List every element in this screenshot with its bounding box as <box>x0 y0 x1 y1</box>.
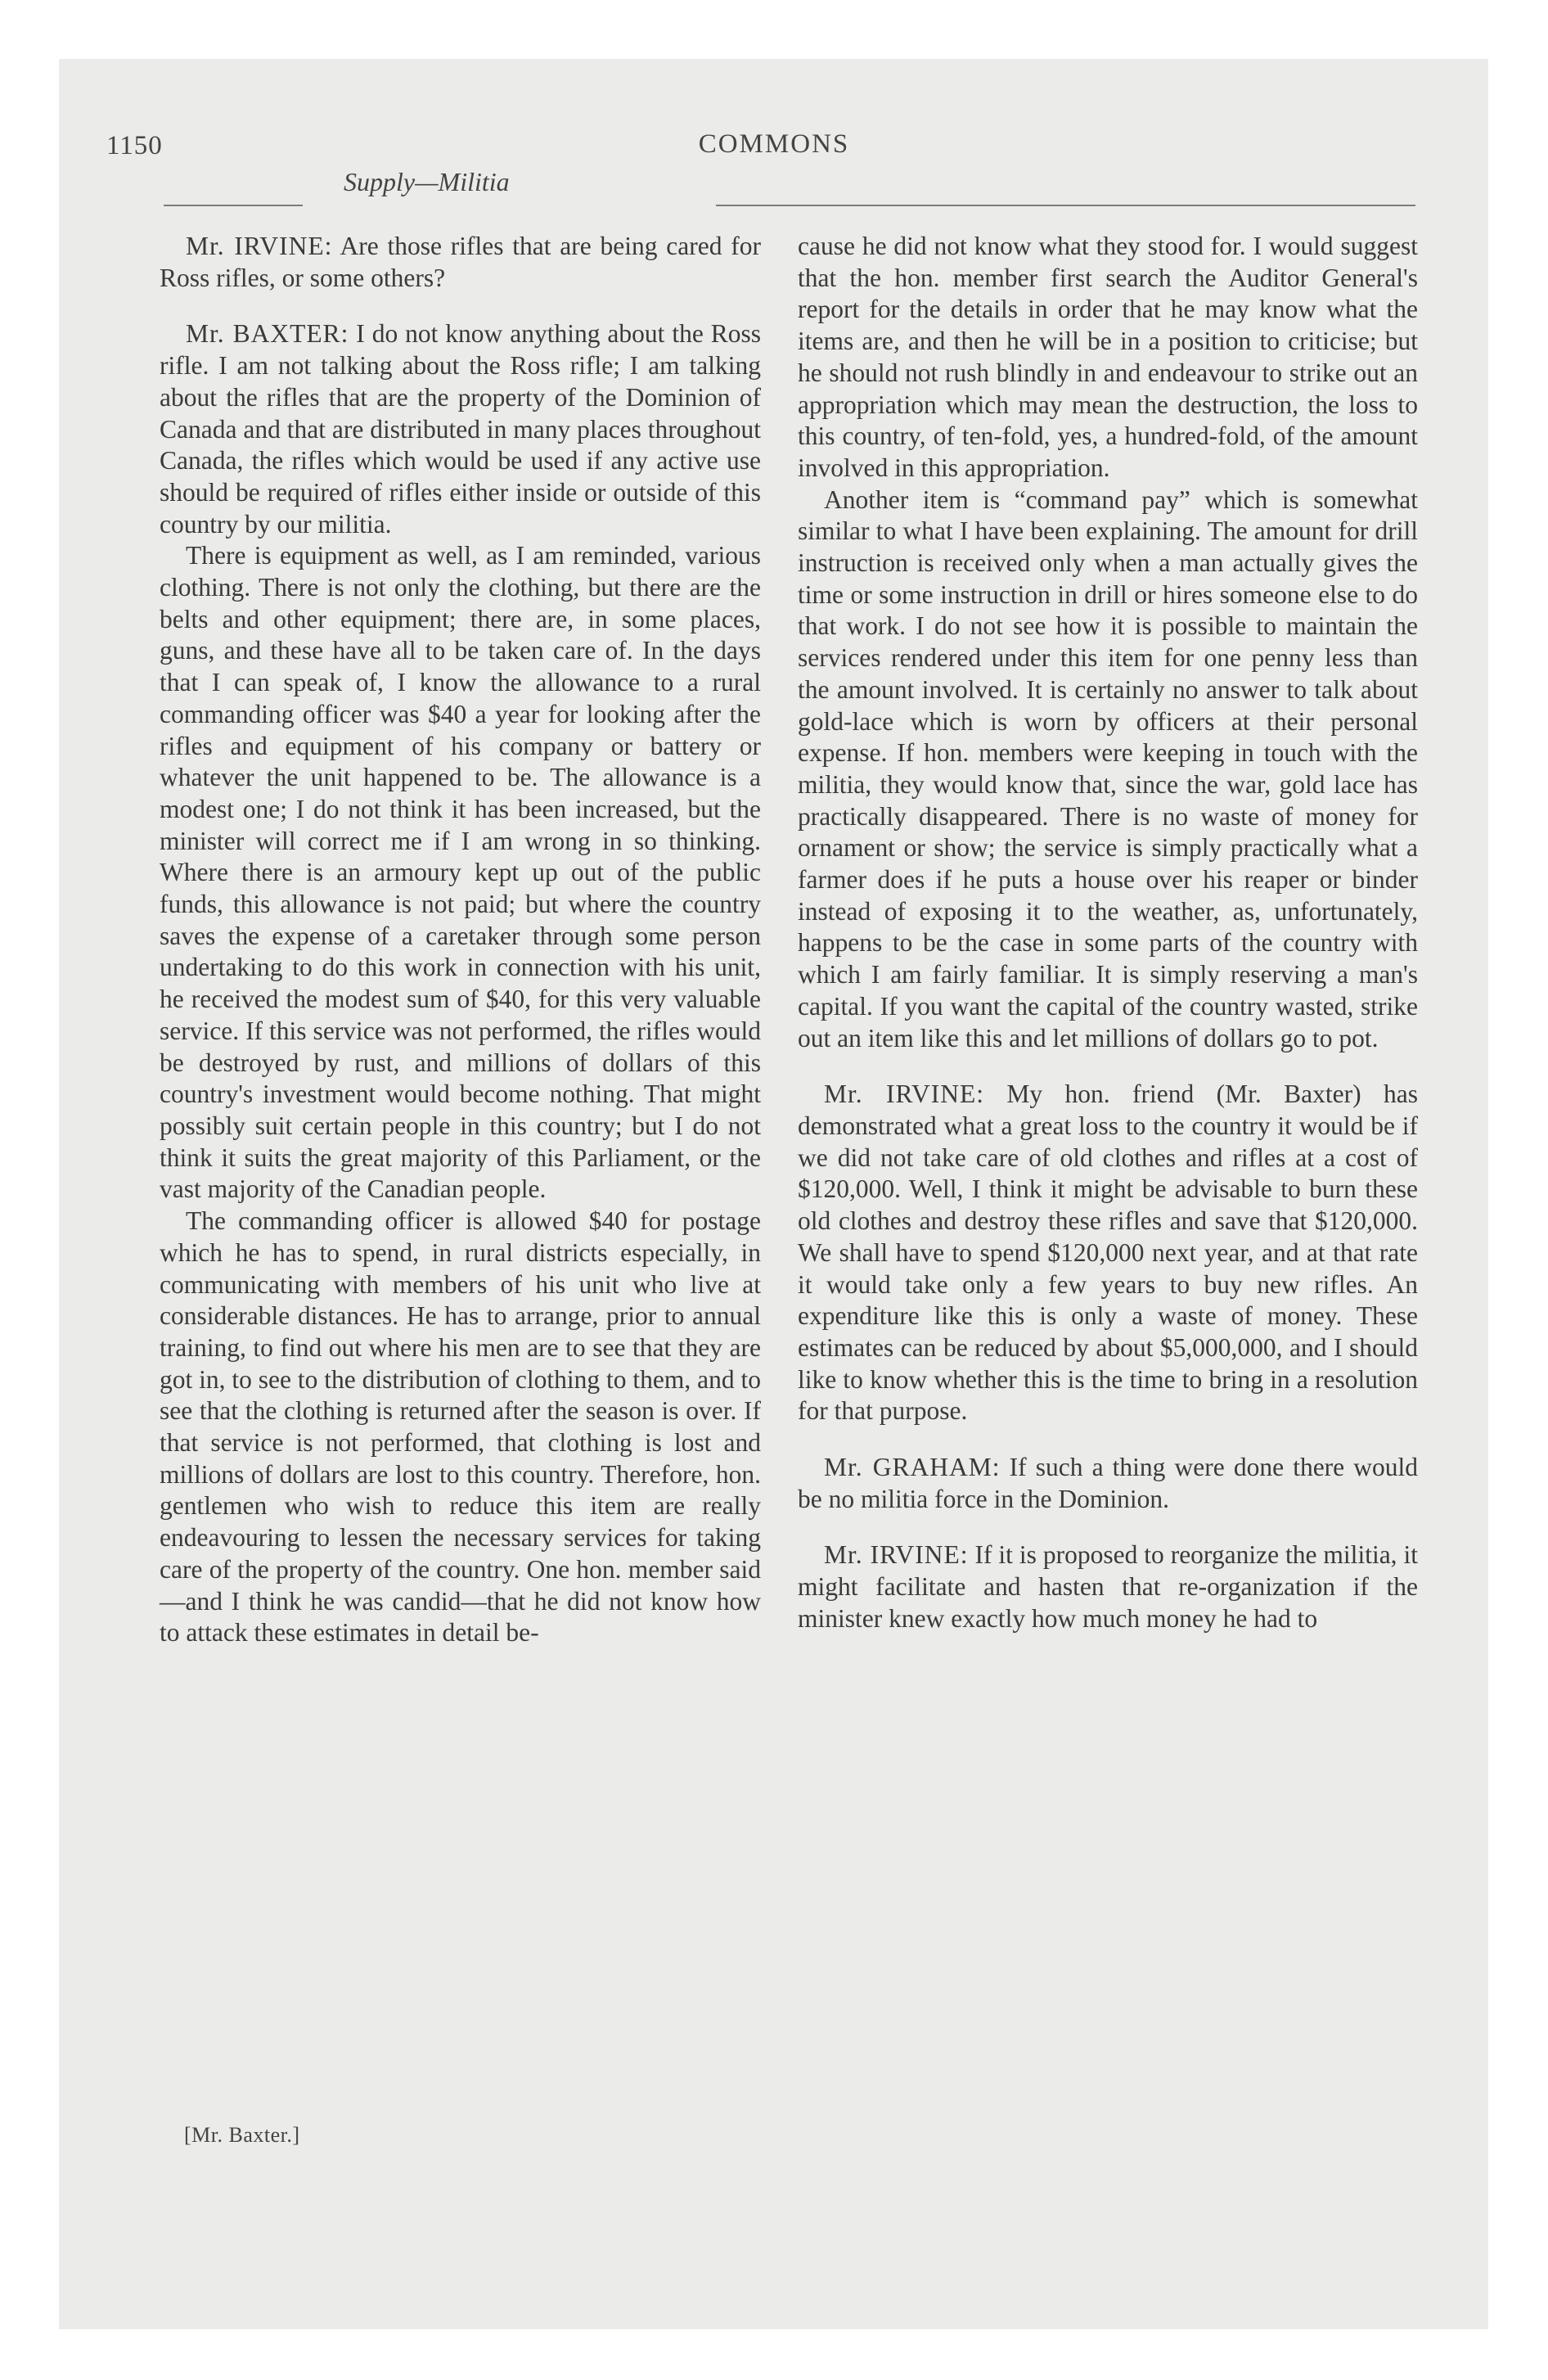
right-column <box>798 231 1418 1635</box>
speaker-name: Mr. GRAHAM: <box>824 1453 1001 1482</box>
paragraph <box>160 231 761 294</box>
paragraph <box>798 1079 1418 1427</box>
speaker-name: Mr. IRVINE: <box>186 232 333 260</box>
header-rule-right <box>716 205 1415 206</box>
paragraph <box>798 485 1418 1055</box>
running-head: COMMONS <box>698 129 850 159</box>
paragraph-text: My hon. friend (Mr. Baxter) has demonstrated what a great loss to the country it would be if we did not take care of old clothes and rifles at a cost of $120,000. Well, I think it might be advisable to burn these old clothes and destroy these rifles and save that $120,000. We shall have to spend $120,000 next year, and at that rate it would take only a few years to buy new rifles. An expenditure like this is only a waste of money. These estimates can be reduced by about $5,000,000, and I should like to know whether this is the time to bring in a resolution for that purpose. <box>798 1080 1418 1426</box>
page-number: 1150 <box>106 131 163 160</box>
speaker-name: Mr. IRVINE: <box>824 1080 984 1109</box>
paragraph-text: The commanding officer is allowed $40 for postage which he has to spend, in rural districts especially, in communicating with members of his unit who live at considerable distances. He has to arrange, prior to annual training, to find out where his men are to see that they are got in, to see to the distribution of clothing to them, and to see that the clothing is returned after the season is over. If that service is not performed, that clothing is lost and millions of dollars are lost to this country. Therefore, hon. gentlemen who wish to reduce this item are really endeavouring to lessen the necessary services for taking care of the property of the country. One hon. member said—and I think he was candid—that he did not know how to attack these estimates in detail be- <box>160 1206 761 1648</box>
paragraph-text: There is equipment as well, as I am reminded, various clothing. There is not only the clothing, but there are the belts and other equipment; there are, in some places, guns, and these have all to be taken care of. In the days that I can speak of, I know the allowance to a rural commanding officer was $40 a year for looking after the rifles and equipment of his company or battery or whatever the unit happened to be. The allowance is a modest one; I do not think it has been increased, but the minister will correct me if I am wrong in so thinking. Where there is an armoury kept up out of the public funds, this allowance is not paid; but where the country saves the expense of a caretaker through some person undertaking to do this work in connection with his unit, he received the modest sum of $40, for this very valuable service. If this service was not performed, the rifles would be destroyed by rust, and millions of dollars of this country's investment would become nothing. That might possibly suit certain people in this country; but I do not think it suits the great majority of this Parliament, or the vast majority of the Canadian people. <box>160 541 761 1204</box>
paragraph-text: Are those rifles that are being cared for Ross rifles, or some others? <box>160 232 761 292</box>
paragraph-text: If such a thing were done there would be no militia force in the Dominion. <box>798 1453 1419 1513</box>
paragraph-text: Another item is “command pay” which is somewhat similar to what I have been explaining. The amount for drill instruction is received only when a man actually gives the time or some instruction in drill or hires someone else to do that work. I do not see how it is possible to maintain the services rendered under this item for one penny less than the amount involved. It is certainly no answer to talk about gold-lace which is worn by officers at their personal expense. If hon. members were keeping in touch with the militia, they would know that, since the war, gold lace has practically disappeared. There is no waste of money for ornament or show; the service is simply practically what a farmer does if he puts a house over his reaper or binder instead of exposing it to the weather, as, unfortunately, happens to be the case in some parts of the country with which I am fairly familiar. It is simply reserving a man's capital. If you want the capital of the country wasted, strike out an item like this and let millions of dollars go to pot. <box>798 485 1418 1053</box>
speaker-attribution: [Mr. Baxter.] <box>184 2123 300 2147</box>
header-rule-left <box>164 205 303 206</box>
speaker-name: Mr. BAXTER: <box>186 319 349 349</box>
section-title: Supply—Militia <box>344 167 510 196</box>
page-header <box>0 75 1548 196</box>
paragraph <box>160 318 761 540</box>
paragraph-text: cause he did not know what they stood for. I would suggest that the hon. member first search the Auditor General's report for the details in order that he may know what the items are, and then he will be in a position to criticise; but he should not rush blindly in and endeavour to strike out an appropriation which may mean the destruction, the loss to this country, of ten-fold, yes, a hundred-fold, of the amount involved in this appropriation. <box>798 232 1418 482</box>
paragraph <box>798 1539 1418 1634</box>
paragraph <box>160 1206 761 1649</box>
paragraph-text: I do not know anything about the Ross rifle. I am not talking about the Ross rifle; I am talking about the rifles that are the property of the Dominion of Canada and that are distributed in many places throughout Canada, the rifles which would be used if any active use should be required of rifles either inside or outside of this country by our militia. <box>160 319 762 539</box>
paragraph <box>798 1452 1418 1515</box>
paragraph <box>798 231 1418 485</box>
paragraph <box>160 540 761 1206</box>
paragraph-text: If it is proposed to reorganize the militia, it might facilitate and hasten that re-organization if the minister knew exactly how much money he had to <box>798 1540 1419 1633</box>
left-column <box>160 231 761 1649</box>
speaker-name: Mr. IRVINE: <box>824 1540 969 1570</box>
